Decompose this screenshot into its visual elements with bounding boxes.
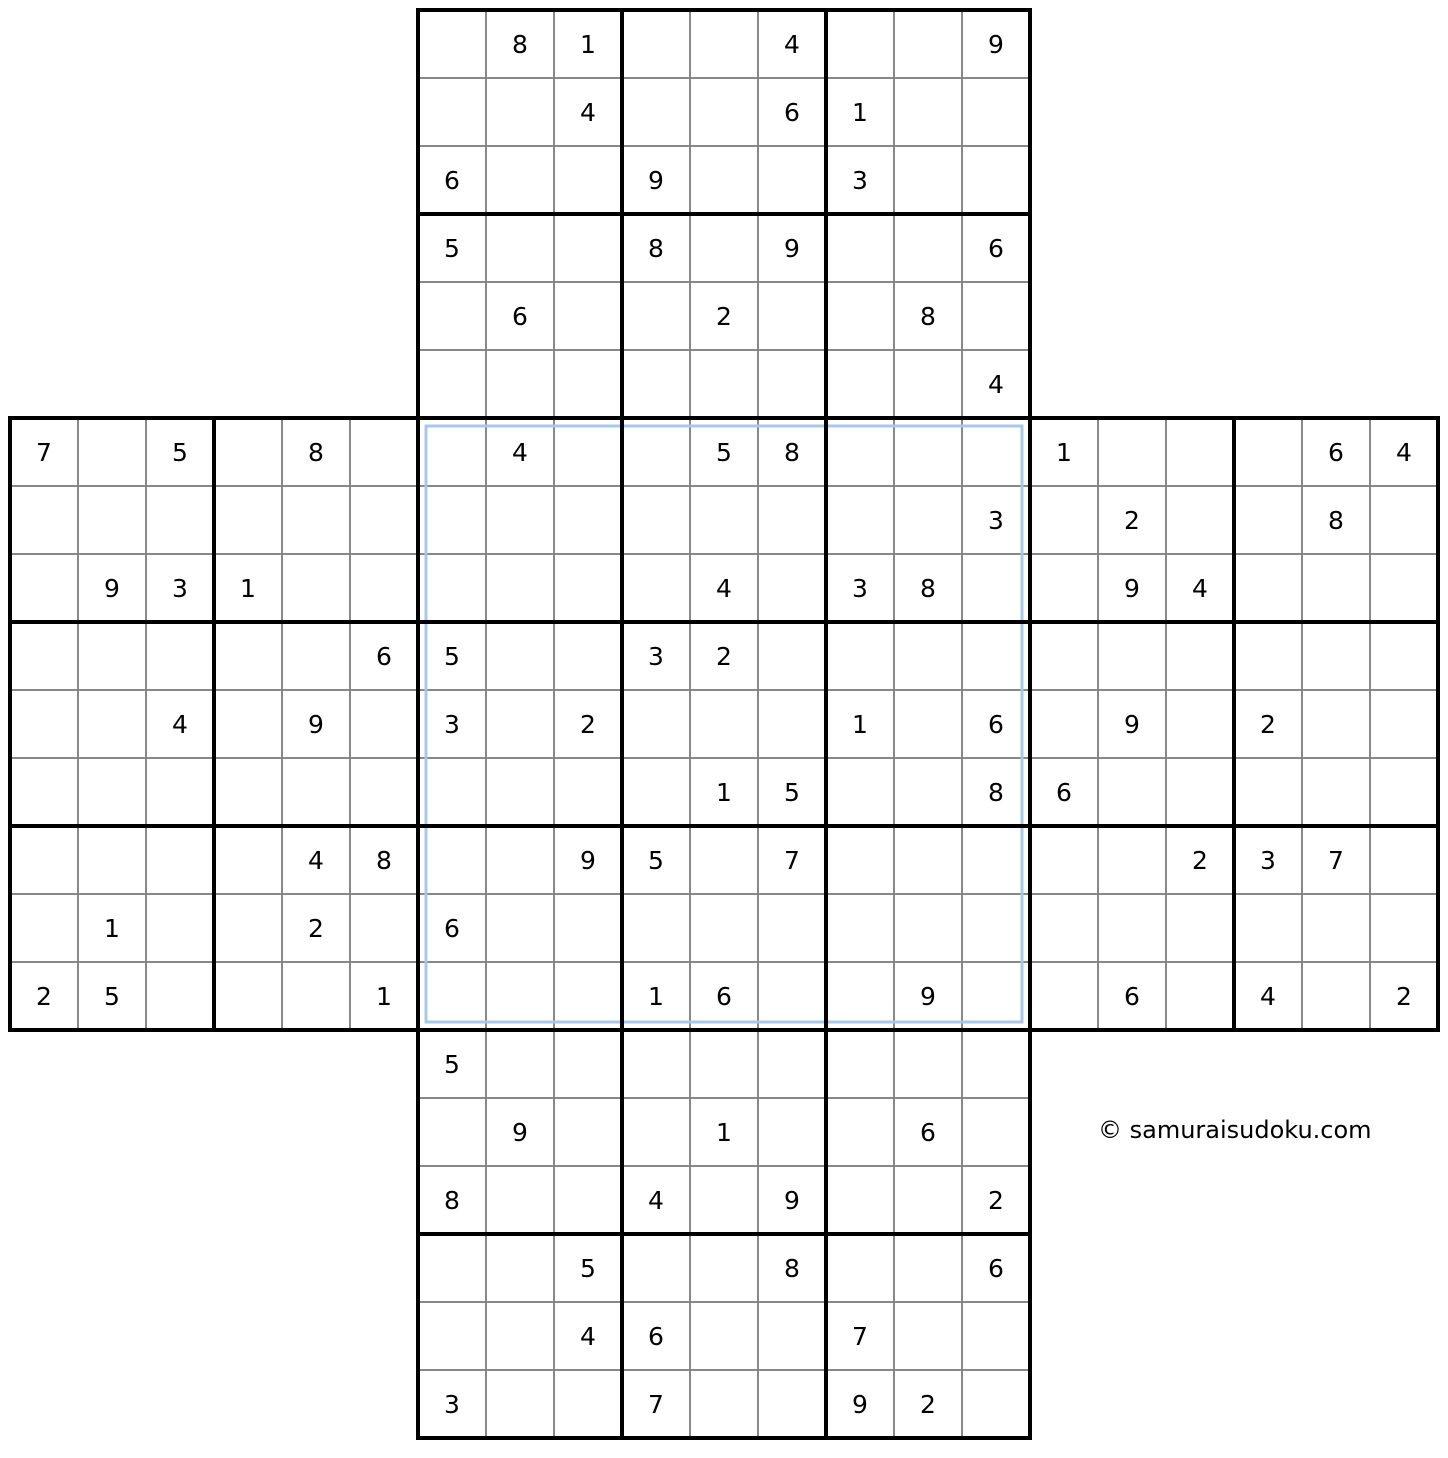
given-cell[interactable]: 1 bbox=[580, 29, 596, 59]
given-cell[interactable]: 7 bbox=[1328, 845, 1344, 875]
given-cell[interactable]: 6 bbox=[1328, 437, 1344, 467]
empty-cell[interactable] bbox=[894, 486, 962, 554]
given-cell[interactable]: 8 bbox=[376, 845, 392, 875]
empty-cell[interactable] bbox=[1166, 894, 1234, 962]
empty-cell[interactable] bbox=[1098, 758, 1166, 826]
given-cell[interactable]: 4 bbox=[716, 573, 732, 603]
empty-cell[interactable] bbox=[486, 1302, 554, 1370]
empty-cell[interactable] bbox=[418, 486, 486, 554]
empty-cell[interactable] bbox=[554, 282, 622, 350]
empty-cell[interactable] bbox=[350, 418, 418, 486]
given-cell[interactable]: 4 bbox=[580, 97, 596, 127]
given-cell[interactable]: 3 bbox=[852, 573, 868, 603]
given-cell[interactable]: 9 bbox=[1124, 573, 1140, 603]
empty-cell[interactable] bbox=[894, 78, 962, 146]
empty-cell[interactable] bbox=[418, 282, 486, 350]
empty-cell[interactable] bbox=[10, 486, 78, 554]
empty-cell[interactable] bbox=[690, 146, 758, 214]
empty-cell[interactable] bbox=[486, 1166, 554, 1234]
given-cell[interactable]: 9 bbox=[784, 233, 800, 263]
given-cell[interactable]: 2 bbox=[1124, 505, 1140, 535]
given-cell[interactable]: 1 bbox=[240, 573, 256, 603]
empty-cell[interactable] bbox=[758, 486, 826, 554]
given-cell[interactable]: 5 bbox=[648, 845, 664, 875]
empty-cell[interactable] bbox=[622, 486, 690, 554]
empty-cell[interactable] bbox=[962, 282, 1030, 350]
empty-cell[interactable] bbox=[554, 962, 622, 1030]
given-cell[interactable]: 6 bbox=[988, 1253, 1004, 1283]
empty-cell[interactable] bbox=[418, 1302, 486, 1370]
given-cell[interactable]: 9 bbox=[988, 29, 1004, 59]
empty-cell[interactable] bbox=[146, 486, 214, 554]
given-cell[interactable]: 8 bbox=[920, 301, 936, 331]
empty-cell[interactable] bbox=[1098, 622, 1166, 690]
empty-cell[interactable] bbox=[622, 758, 690, 826]
empty-cell[interactable] bbox=[1370, 622, 1438, 690]
empty-cell[interactable] bbox=[622, 10, 690, 78]
empty-cell[interactable] bbox=[282, 486, 350, 554]
given-cell[interactable]: 9 bbox=[852, 1389, 868, 1419]
empty-cell[interactable] bbox=[894, 146, 962, 214]
empty-cell[interactable] bbox=[214, 418, 282, 486]
empty-cell[interactable] bbox=[78, 418, 146, 486]
empty-cell[interactable] bbox=[690, 826, 758, 894]
given-cell[interactable]: 7 bbox=[648, 1389, 664, 1419]
given-cell[interactable]: 8 bbox=[512, 29, 528, 59]
given-cell[interactable]: 6 bbox=[376, 641, 392, 671]
empty-cell[interactable] bbox=[1098, 894, 1166, 962]
empty-cell[interactable] bbox=[758, 1098, 826, 1166]
given-cell[interactable]: 5 bbox=[444, 233, 460, 263]
empty-cell[interactable] bbox=[826, 10, 894, 78]
empty-cell[interactable] bbox=[418, 10, 486, 78]
empty-cell[interactable] bbox=[214, 894, 282, 962]
given-cell[interactable]: 5 bbox=[444, 641, 460, 671]
given-cell[interactable]: 5 bbox=[716, 437, 732, 467]
empty-cell[interactable] bbox=[78, 758, 146, 826]
empty-cell[interactable] bbox=[962, 554, 1030, 622]
given-cell[interactable]: 9 bbox=[580, 845, 596, 875]
empty-cell[interactable] bbox=[894, 350, 962, 418]
empty-cell[interactable] bbox=[486, 1030, 554, 1098]
empty-cell[interactable] bbox=[486, 690, 554, 758]
given-cell[interactable]: 4 bbox=[308, 845, 324, 875]
empty-cell[interactable] bbox=[1166, 418, 1234, 486]
empty-cell[interactable] bbox=[690, 1370, 758, 1438]
empty-cell[interactable] bbox=[962, 1370, 1030, 1438]
given-cell[interactable]: 2 bbox=[716, 641, 732, 671]
empty-cell[interactable] bbox=[486, 146, 554, 214]
empty-cell[interactable] bbox=[1302, 758, 1370, 826]
empty-cell[interactable] bbox=[758, 282, 826, 350]
empty-cell[interactable] bbox=[758, 350, 826, 418]
given-cell[interactable]: 6 bbox=[988, 233, 1004, 263]
empty-cell[interactable] bbox=[282, 962, 350, 1030]
empty-cell[interactable] bbox=[758, 554, 826, 622]
empty-cell[interactable] bbox=[622, 350, 690, 418]
empty-cell[interactable] bbox=[1370, 758, 1438, 826]
empty-cell[interactable] bbox=[758, 1302, 826, 1370]
empty-cell[interactable] bbox=[962, 146, 1030, 214]
empty-cell[interactable] bbox=[1370, 486, 1438, 554]
empty-cell[interactable] bbox=[826, 894, 894, 962]
empty-cell[interactable] bbox=[486, 486, 554, 554]
empty-cell[interactable] bbox=[690, 1234, 758, 1302]
empty-cell[interactable] bbox=[826, 418, 894, 486]
given-cell[interactable]: 5 bbox=[784, 777, 800, 807]
empty-cell[interactable] bbox=[10, 758, 78, 826]
given-cell[interactable]: 2 bbox=[1192, 845, 1208, 875]
empty-cell[interactable] bbox=[554, 350, 622, 418]
empty-cell[interactable] bbox=[690, 690, 758, 758]
given-cell[interactable]: 1 bbox=[852, 97, 868, 127]
given-cell[interactable]: 1 bbox=[376, 981, 392, 1011]
empty-cell[interactable] bbox=[894, 1234, 962, 1302]
empty-cell[interactable] bbox=[1030, 622, 1098, 690]
empty-cell[interactable] bbox=[554, 894, 622, 962]
empty-cell[interactable] bbox=[554, 554, 622, 622]
empty-cell[interactable] bbox=[554, 486, 622, 554]
empty-cell[interactable] bbox=[962, 622, 1030, 690]
empty-cell[interactable] bbox=[1166, 690, 1234, 758]
empty-cell[interactable] bbox=[350, 758, 418, 826]
empty-cell[interactable] bbox=[350, 554, 418, 622]
given-cell[interactable]: 6 bbox=[512, 301, 528, 331]
empty-cell[interactable] bbox=[146, 894, 214, 962]
given-cell[interactable]: 6 bbox=[1056, 777, 1072, 807]
given-cell[interactable]: 6 bbox=[784, 97, 800, 127]
empty-cell[interactable] bbox=[826, 1166, 894, 1234]
empty-cell[interactable] bbox=[962, 418, 1030, 486]
empty-cell[interactable] bbox=[690, 78, 758, 146]
empty-cell[interactable] bbox=[486, 622, 554, 690]
empty-cell[interactable] bbox=[826, 1234, 894, 1302]
empty-cell[interactable] bbox=[894, 418, 962, 486]
empty-cell[interactable] bbox=[894, 1302, 962, 1370]
empty-cell[interactable] bbox=[826, 1098, 894, 1166]
empty-cell[interactable] bbox=[418, 962, 486, 1030]
empty-cell[interactable] bbox=[690, 1166, 758, 1234]
empty-cell[interactable] bbox=[894, 214, 962, 282]
given-cell[interactable]: 7 bbox=[852, 1321, 868, 1351]
given-cell[interactable]: 9 bbox=[512, 1117, 528, 1147]
given-cell[interactable]: 9 bbox=[920, 981, 936, 1011]
given-cell[interactable]: 9 bbox=[648, 165, 664, 195]
empty-cell[interactable] bbox=[622, 78, 690, 146]
empty-cell[interactable] bbox=[486, 78, 554, 146]
empty-cell[interactable] bbox=[1234, 758, 1302, 826]
empty-cell[interactable] bbox=[214, 758, 282, 826]
empty-cell[interactable] bbox=[486, 894, 554, 962]
empty-cell[interactable] bbox=[146, 826, 214, 894]
empty-cell[interactable] bbox=[1234, 554, 1302, 622]
empty-cell[interactable] bbox=[1030, 486, 1098, 554]
empty-cell[interactable] bbox=[554, 622, 622, 690]
empty-cell[interactable] bbox=[1030, 554, 1098, 622]
given-cell[interactable]: 9 bbox=[784, 1185, 800, 1215]
empty-cell[interactable] bbox=[214, 622, 282, 690]
empty-cell[interactable] bbox=[758, 962, 826, 1030]
empty-cell[interactable] bbox=[622, 418, 690, 486]
empty-cell[interactable] bbox=[826, 486, 894, 554]
empty-cell[interactable] bbox=[894, 758, 962, 826]
empty-cell[interactable] bbox=[622, 554, 690, 622]
empty-cell[interactable] bbox=[690, 1030, 758, 1098]
given-cell[interactable]: 1 bbox=[1056, 437, 1072, 467]
empty-cell[interactable] bbox=[554, 146, 622, 214]
empty-cell[interactable] bbox=[758, 146, 826, 214]
given-cell[interactable]: 4 bbox=[512, 437, 528, 467]
given-cell[interactable]: 3 bbox=[852, 165, 868, 195]
given-cell[interactable]: 2 bbox=[716, 301, 732, 331]
given-cell[interactable]: 8 bbox=[648, 233, 664, 263]
empty-cell[interactable] bbox=[418, 1098, 486, 1166]
empty-cell[interactable] bbox=[10, 826, 78, 894]
given-cell[interactable]: 8 bbox=[784, 437, 800, 467]
empty-cell[interactable] bbox=[1030, 826, 1098, 894]
given-cell[interactable]: 2 bbox=[308, 913, 324, 943]
given-cell[interactable]: 4 bbox=[580, 1321, 596, 1351]
empty-cell[interactable] bbox=[214, 826, 282, 894]
empty-cell[interactable] bbox=[1234, 418, 1302, 486]
empty-cell[interactable] bbox=[1234, 622, 1302, 690]
empty-cell[interactable] bbox=[826, 622, 894, 690]
empty-cell[interactable] bbox=[10, 690, 78, 758]
empty-cell[interactable] bbox=[10, 622, 78, 690]
empty-cell[interactable] bbox=[962, 78, 1030, 146]
empty-cell[interactable] bbox=[1302, 962, 1370, 1030]
empty-cell[interactable] bbox=[1234, 894, 1302, 962]
empty-cell[interactable] bbox=[962, 1302, 1030, 1370]
empty-cell[interactable] bbox=[146, 622, 214, 690]
empty-cell[interactable] bbox=[1302, 622, 1370, 690]
empty-cell[interactable] bbox=[486, 554, 554, 622]
empty-cell[interactable] bbox=[894, 826, 962, 894]
empty-cell[interactable] bbox=[214, 962, 282, 1030]
given-cell[interactable]: 7 bbox=[36, 437, 52, 467]
given-cell[interactable]: 3 bbox=[444, 1389, 460, 1419]
empty-cell[interactable] bbox=[554, 1370, 622, 1438]
empty-cell[interactable] bbox=[894, 894, 962, 962]
empty-cell[interactable] bbox=[622, 690, 690, 758]
given-cell[interactable]: 8 bbox=[1328, 505, 1344, 535]
empty-cell[interactable] bbox=[78, 690, 146, 758]
given-cell[interactable]: 2 bbox=[36, 981, 52, 1011]
empty-cell[interactable] bbox=[894, 690, 962, 758]
empty-cell[interactable] bbox=[282, 622, 350, 690]
given-cell[interactable]: 1 bbox=[104, 913, 120, 943]
empty-cell[interactable] bbox=[214, 690, 282, 758]
empty-cell[interactable] bbox=[78, 486, 146, 554]
given-cell[interactable]: 6 bbox=[988, 709, 1004, 739]
empty-cell[interactable] bbox=[622, 1098, 690, 1166]
empty-cell[interactable] bbox=[282, 554, 350, 622]
given-cell[interactable]: 6 bbox=[1124, 981, 1140, 1011]
empty-cell[interactable] bbox=[690, 350, 758, 418]
empty-cell[interactable] bbox=[554, 1098, 622, 1166]
empty-cell[interactable] bbox=[690, 894, 758, 962]
empty-cell[interactable] bbox=[486, 962, 554, 1030]
empty-cell[interactable] bbox=[10, 894, 78, 962]
empty-cell[interactable] bbox=[146, 758, 214, 826]
empty-cell[interactable] bbox=[690, 214, 758, 282]
empty-cell[interactable] bbox=[622, 1234, 690, 1302]
empty-cell[interactable] bbox=[622, 894, 690, 962]
given-cell[interactable]: 4 bbox=[1192, 573, 1208, 603]
empty-cell[interactable] bbox=[690, 486, 758, 554]
empty-cell[interactable] bbox=[1302, 690, 1370, 758]
empty-cell[interactable] bbox=[826, 214, 894, 282]
empty-cell[interactable] bbox=[758, 690, 826, 758]
empty-cell[interactable] bbox=[826, 282, 894, 350]
empty-cell[interactable] bbox=[1166, 486, 1234, 554]
empty-cell[interactable] bbox=[1370, 690, 1438, 758]
empty-cell[interactable] bbox=[894, 1030, 962, 1098]
empty-cell[interactable] bbox=[962, 894, 1030, 962]
empty-cell[interactable] bbox=[1166, 962, 1234, 1030]
empty-cell[interactable] bbox=[418, 418, 486, 486]
empty-cell[interactable] bbox=[962, 826, 1030, 894]
empty-cell[interactable] bbox=[758, 622, 826, 690]
given-cell[interactable]: 1 bbox=[716, 1117, 732, 1147]
empty-cell[interactable] bbox=[1370, 554, 1438, 622]
empty-cell[interactable] bbox=[690, 1302, 758, 1370]
given-cell[interactable]: 6 bbox=[648, 1321, 664, 1351]
given-cell[interactable]: 8 bbox=[920, 573, 936, 603]
empty-cell[interactable] bbox=[146, 962, 214, 1030]
empty-cell[interactable] bbox=[418, 758, 486, 826]
given-cell[interactable]: 1 bbox=[648, 981, 664, 1011]
empty-cell[interactable] bbox=[894, 1166, 962, 1234]
empty-cell[interactable] bbox=[554, 1166, 622, 1234]
given-cell[interactable]: 6 bbox=[444, 913, 460, 943]
empty-cell[interactable] bbox=[78, 826, 146, 894]
empty-cell[interactable] bbox=[962, 962, 1030, 1030]
empty-cell[interactable] bbox=[962, 1098, 1030, 1166]
empty-cell[interactable] bbox=[1166, 622, 1234, 690]
empty-cell[interactable] bbox=[486, 214, 554, 282]
empty-cell[interactable] bbox=[418, 1234, 486, 1302]
empty-cell[interactable] bbox=[282, 758, 350, 826]
empty-cell[interactable] bbox=[78, 622, 146, 690]
copyright-text: © samuraisudoku.com bbox=[1098, 1116, 1372, 1144]
empty-cell[interactable] bbox=[1302, 894, 1370, 962]
given-cell[interactable]: 4 bbox=[172, 709, 188, 739]
given-cell[interactable]: 9 bbox=[104, 573, 120, 603]
empty-cell[interactable] bbox=[1166, 758, 1234, 826]
given-cell[interactable]: 2 bbox=[1260, 709, 1276, 739]
empty-cell[interactable] bbox=[350, 894, 418, 962]
empty-cell[interactable] bbox=[1370, 826, 1438, 894]
empty-cell[interactable] bbox=[1098, 418, 1166, 486]
empty-cell[interactable] bbox=[554, 758, 622, 826]
given-cell[interactable]: 6 bbox=[920, 1117, 936, 1147]
empty-cell[interactable] bbox=[1030, 962, 1098, 1030]
empty-cell[interactable] bbox=[1302, 554, 1370, 622]
given-cell[interactable]: 3 bbox=[1260, 845, 1276, 875]
empty-cell[interactable] bbox=[622, 282, 690, 350]
given-cell[interactable]: 7 bbox=[784, 845, 800, 875]
given-cell[interactable]: 6 bbox=[716, 981, 732, 1011]
empty-cell[interactable] bbox=[10, 554, 78, 622]
given-cell[interactable]: 2 bbox=[988, 1185, 1004, 1215]
empty-cell[interactable] bbox=[758, 1370, 826, 1438]
empty-cell[interactable] bbox=[1370, 894, 1438, 962]
empty-cell[interactable] bbox=[418, 554, 486, 622]
empty-cell[interactable] bbox=[962, 1030, 1030, 1098]
empty-cell[interactable] bbox=[690, 10, 758, 78]
empty-cell[interactable] bbox=[486, 826, 554, 894]
given-cell[interactable]: 3 bbox=[988, 505, 1004, 535]
given-cell[interactable]: 9 bbox=[308, 709, 324, 739]
empty-cell[interactable] bbox=[350, 690, 418, 758]
given-cell[interactable]: 8 bbox=[784, 1253, 800, 1283]
given-cell[interactable]: 4 bbox=[1260, 981, 1276, 1011]
empty-cell[interactable] bbox=[486, 758, 554, 826]
empty-cell[interactable] bbox=[826, 962, 894, 1030]
empty-cell[interactable] bbox=[826, 758, 894, 826]
given-cell[interactable]: 4 bbox=[1396, 437, 1412, 467]
given-cell[interactable]: 5 bbox=[172, 437, 188, 467]
given-cell[interactable]: 8 bbox=[988, 777, 1004, 807]
empty-cell[interactable] bbox=[758, 1030, 826, 1098]
empty-cell[interactable] bbox=[214, 486, 282, 554]
given-cell[interactable]: 4 bbox=[988, 369, 1004, 399]
given-cell[interactable]: 8 bbox=[308, 437, 324, 467]
given-cell[interactable]: 2 bbox=[1396, 981, 1412, 1011]
given-cell[interactable]: 5 bbox=[104, 981, 120, 1011]
given-cell[interactable]: 2 bbox=[580, 709, 596, 739]
given-cell[interactable]: 2 bbox=[920, 1389, 936, 1419]
empty-cell[interactable] bbox=[1030, 894, 1098, 962]
given-cell[interactable]: 1 bbox=[852, 709, 868, 739]
empty-cell[interactable] bbox=[486, 350, 554, 418]
empty-cell[interactable] bbox=[350, 486, 418, 554]
empty-cell[interactable] bbox=[418, 350, 486, 418]
empty-cell[interactable] bbox=[1030, 690, 1098, 758]
empty-cell[interactable] bbox=[418, 826, 486, 894]
given-cell[interactable]: 4 bbox=[784, 29, 800, 59]
given-cell[interactable]: 3 bbox=[648, 641, 664, 671]
empty-cell[interactable] bbox=[554, 1030, 622, 1098]
given-cell[interactable]: 5 bbox=[444, 1049, 460, 1079]
empty-cell[interactable] bbox=[622, 1030, 690, 1098]
given-cell[interactable]: 8 bbox=[444, 1185, 460, 1215]
given-cell[interactable]: 5 bbox=[580, 1253, 596, 1283]
given-cell[interactable]: 3 bbox=[172, 573, 188, 603]
given-cell[interactable]: 9 bbox=[1124, 709, 1140, 739]
empty-cell[interactable] bbox=[894, 622, 962, 690]
empty-cell[interactable] bbox=[554, 214, 622, 282]
empty-cell[interactable] bbox=[554, 418, 622, 486]
empty-cell[interactable] bbox=[758, 894, 826, 962]
given-cell[interactable]: 6 bbox=[444, 165, 460, 195]
given-cell[interactable]: 4 bbox=[648, 1185, 664, 1215]
given-cell[interactable]: 3 bbox=[444, 709, 460, 739]
empty-cell[interactable] bbox=[1098, 826, 1166, 894]
empty-cell[interactable] bbox=[418, 78, 486, 146]
empty-cell[interactable] bbox=[826, 350, 894, 418]
given-cell[interactable]: 1 bbox=[716, 777, 732, 807]
empty-cell[interactable] bbox=[894, 10, 962, 78]
empty-cell[interactable] bbox=[486, 1234, 554, 1302]
empty-cell[interactable] bbox=[826, 1030, 894, 1098]
empty-cell[interactable] bbox=[486, 1370, 554, 1438]
empty-cell[interactable] bbox=[826, 826, 894, 894]
empty-cell[interactable] bbox=[1234, 486, 1302, 554]
